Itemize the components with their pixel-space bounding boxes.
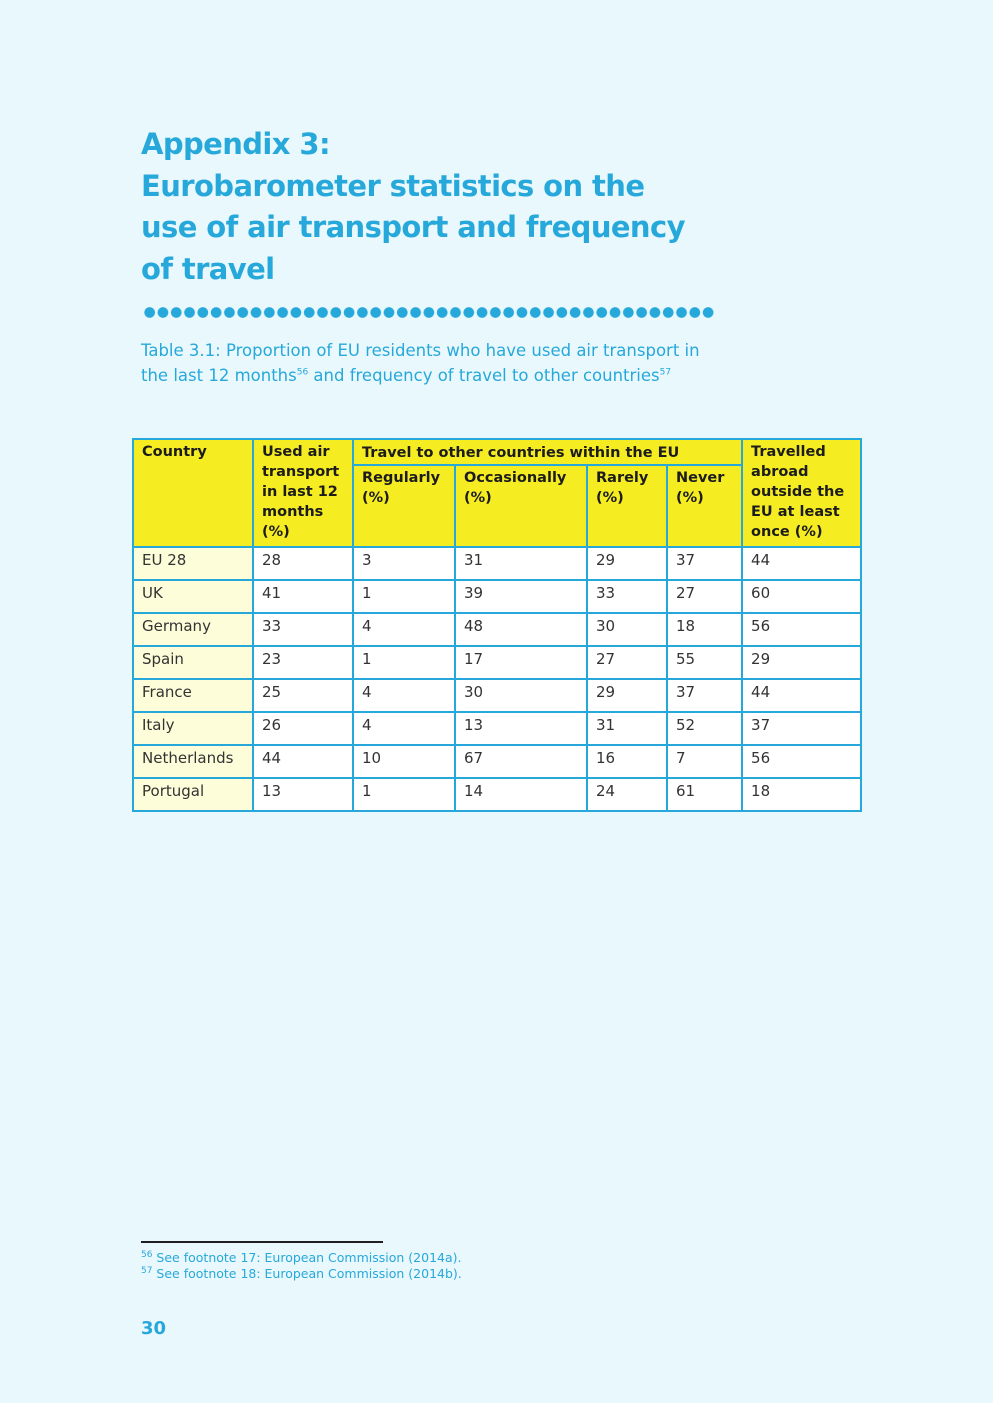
cell-never: 27: [667, 580, 742, 613]
cell-rarely: 24: [587, 778, 667, 811]
footnote-number: 56: [141, 1249, 153, 1260]
header-country: Country: [133, 439, 253, 547]
cell-occasionally: 67: [455, 745, 587, 778]
dotted-divider: [143, 306, 715, 319]
header-air-transport: Used air transport in last 12 months (%): [253, 439, 353, 547]
cell-regularly: 4: [353, 613, 455, 646]
cell-country: Portugal: [133, 778, 253, 811]
cell-occasionally: 30: [455, 679, 587, 712]
cell-rarely: 30: [587, 613, 667, 646]
header-eu-travel-group: Travel to other countries within the EU: [353, 439, 742, 465]
cell-regularly: 3: [353, 547, 455, 580]
cell-rarely: 29: [587, 679, 667, 712]
cell-regularly: 1: [353, 778, 455, 811]
cell-never: 37: [667, 547, 742, 580]
header-occasionally: Occasionally (%): [455, 465, 587, 547]
cell-never: 37: [667, 679, 742, 712]
cell-country: France: [133, 679, 253, 712]
cell-outside: 29: [742, 646, 861, 679]
cell-rarely: 33: [587, 580, 667, 613]
caption-text: Table 3.1: Proportion of EU residents who have used air transport in the last 12 months: [141, 341, 700, 385]
cell-air: 25: [253, 679, 353, 712]
page-number: 30: [141, 1318, 167, 1339]
cell-occasionally: 13: [455, 712, 587, 745]
cell-never: 18: [667, 613, 742, 646]
cell-air: 13: [253, 778, 353, 811]
cell-air: 23: [253, 646, 353, 679]
cell-outside: 18: [742, 778, 861, 811]
heading-line: of travel: [141, 251, 275, 286]
cell-outside: 56: [742, 613, 861, 646]
heading-line: Appendix 3:: [141, 127, 330, 161]
caption-text: and frequency of travel to other countries: [308, 366, 660, 385]
cell-never: 55: [667, 646, 742, 679]
cell-air: 26: [253, 712, 353, 745]
cell-regularly: 1: [353, 646, 455, 679]
footnote-ref-56[interactable]: 56: [296, 367, 309, 378]
table-row: [133, 712, 861, 745]
cell-air: 33: [253, 613, 353, 646]
cell-rarely: 16: [587, 745, 667, 778]
cell-rarely: 27: [587, 646, 667, 679]
cell-country: Germany: [133, 613, 253, 646]
cell-outside: 60: [742, 580, 861, 613]
cell-air: 41: [253, 580, 353, 613]
cell-occasionally: 48: [455, 613, 587, 646]
heading-line: Eurobarometer statistics on the: [141, 168, 645, 203]
cell-air: 28: [253, 547, 353, 580]
table-row: [133, 580, 861, 613]
cell-regularly: 4: [353, 679, 455, 712]
footnote-text: See footnote 18: European Commission (2014b).: [152, 1266, 462, 1281]
table-row: [133, 778, 861, 811]
cell-occasionally: 39: [455, 580, 587, 613]
header-never: Never (%): [667, 465, 742, 547]
cell-outside: 37: [742, 712, 861, 745]
appendix-heading: [141, 124, 761, 290]
footnote-ref-57[interactable]: 57: [659, 367, 672, 378]
cell-outside: 44: [742, 679, 861, 712]
cell-country: Spain: [133, 646, 253, 679]
cell-regularly: 10: [353, 745, 455, 778]
header-regularly: Regularly (%): [353, 465, 455, 547]
table-row: [133, 679, 861, 712]
footnote-57: [141, 1266, 462, 1282]
cell-rarely: 29: [587, 547, 667, 580]
cell-country: EU 28: [133, 547, 253, 580]
cell-country: Italy: [133, 712, 253, 745]
header-row: [133, 439, 861, 465]
cell-regularly: 4: [353, 712, 455, 745]
cell-never: 7: [667, 745, 742, 778]
cell-regularly: 1: [353, 580, 455, 613]
footnote-text: See footnote 17: European Commission (2014a).: [152, 1250, 462, 1265]
cell-country: UK: [133, 580, 253, 613]
cell-never: 61: [667, 778, 742, 811]
cell-rarely: 31: [587, 712, 667, 745]
footnote-56: [141, 1250, 462, 1266]
cell-outside: 44: [742, 547, 861, 580]
footnote-rule: [141, 1241, 383, 1243]
table-caption: [141, 338, 701, 388]
footnote-number: 57: [141, 1265, 153, 1276]
cell-country: Netherlands: [133, 745, 253, 778]
header-rarely: Rarely (%): [587, 465, 667, 547]
table-row: [133, 646, 861, 679]
header-outside-eu: Travelled abroad outside the EU at least once (%): [742, 439, 861, 547]
table-row: [133, 613, 861, 646]
table-row: [133, 547, 861, 580]
footnotes: [141, 1250, 462, 1282]
cell-occasionally: 14: [455, 778, 587, 811]
cell-occasionally: 31: [455, 547, 587, 580]
cell-air: 44: [253, 745, 353, 778]
heading-line: use of air transport and frequency: [141, 210, 685, 244]
cell-occasionally: 17: [455, 646, 587, 679]
cell-never: 52: [667, 712, 742, 745]
table-row: [133, 745, 861, 778]
cell-outside: 56: [742, 745, 861, 778]
eurobarometer-table: [132, 438, 862, 812]
